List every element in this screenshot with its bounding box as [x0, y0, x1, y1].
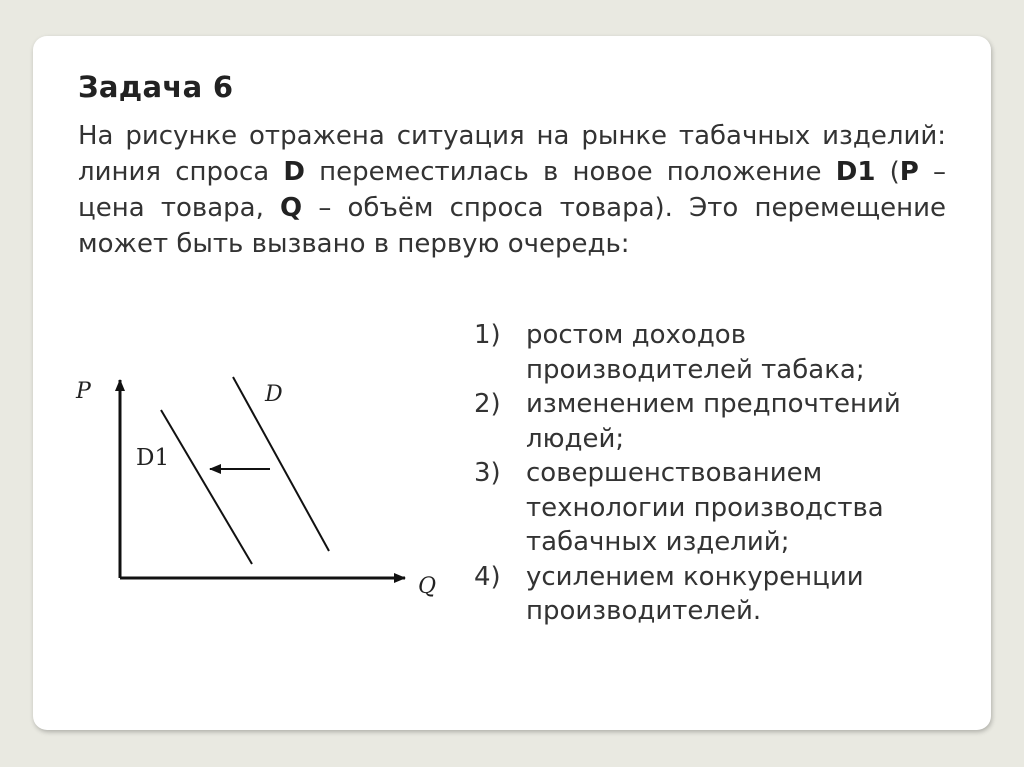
slide-title: Задача 6	[78, 70, 234, 104]
problem-text-segment: – объём спроса товара). Это перемещение может быть вызвано в первую очередь:	[78, 193, 946, 259]
option-text: усилением конкуренции производителей.	[526, 561, 864, 626]
demand-d-label: D	[265, 382, 283, 407]
problem-text-segment: (	[875, 157, 900, 187]
problem-text-segment: На рисунке отражена ситуация на рынке табачных изделий: линия спроса	[78, 121, 946, 187]
option-text: совершенствованием технологии производства табачных изделий;	[526, 458, 884, 557]
answer-option	[474, 560, 954, 629]
problem-d-symbol: D	[283, 157, 305, 187]
answer-option	[474, 456, 954, 560]
option-text: ростом доходов производителей табака;	[526, 320, 865, 385]
problem-d1-symbol: D1	[835, 157, 876, 187]
answer-options	[474, 318, 954, 629]
q-axis-label: Q	[418, 574, 437, 599]
problem-statement	[78, 118, 946, 262]
option-text: изменением предпочтений людей;	[526, 389, 901, 454]
problem-q-symbol: Q	[280, 193, 303, 223]
option-number: 2)	[474, 389, 501, 419]
option-number: 3)	[474, 458, 501, 488]
p-axis-label: P	[76, 379, 91, 404]
answer-option	[474, 318, 954, 387]
demand-line-d1	[161, 410, 252, 564]
option-number: 4)	[474, 561, 501, 592]
problem-text-segment: переместилась в новое положение	[304, 157, 836, 187]
answer-option	[474, 387, 954, 456]
problem-text-segment: – цена товара,	[78, 157, 947, 223]
problem-p-symbol: P	[899, 157, 919, 187]
demand-d1-label: D1	[136, 445, 170, 471]
demand-shift-graph	[60, 365, 450, 610]
option-number: 1)	[474, 320, 501, 350]
